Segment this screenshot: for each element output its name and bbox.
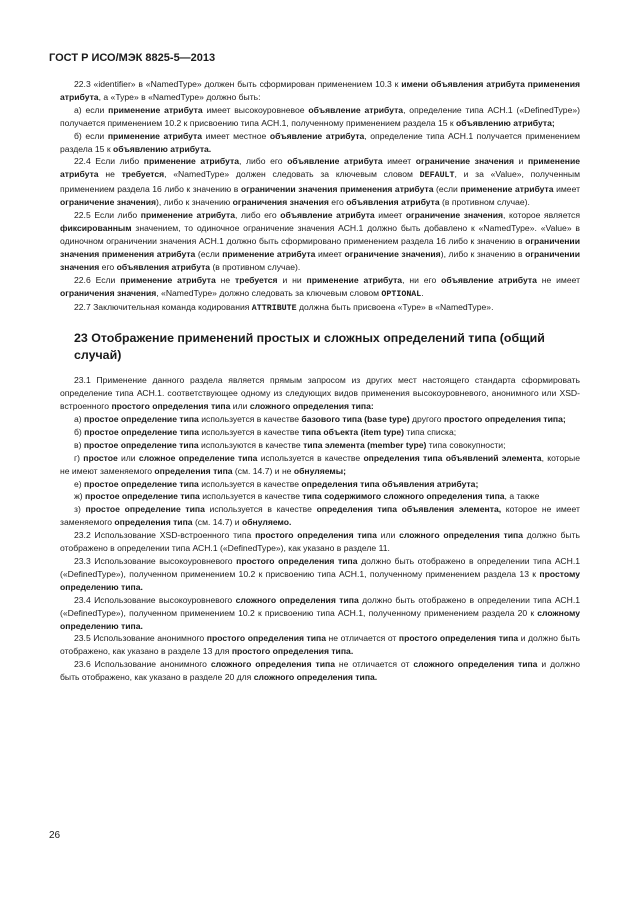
text-run: , либо его	[239, 156, 288, 167]
text-run: значением, то одиночное ограничение значения АСН.1 должно быть добавлено к «NamedType». «Value» в одиночном ограничении значения АСН.1 должно быть сформировано применением раздела 16 либо к значению в	[60, 222, 580, 246]
bold-term: простое определение типа	[84, 414, 199, 425]
text-run: используется в качестве	[198, 426, 302, 437]
text-run: (в противном случае).	[210, 261, 301, 272]
text-run: имеет	[374, 210, 406, 221]
bold-term: ограничение значения	[405, 210, 504, 221]
text-run: его	[99, 261, 117, 272]
text-run: и должно быть отображено, как указано в разделе 13 для	[60, 633, 580, 657]
paragraph	[60, 490, 580, 503]
paragraph	[60, 274, 580, 302]
text-run: , «NamedType» должно следовать за ключевым словом	[156, 287, 382, 298]
paragraph	[60, 594, 580, 633]
bold-term: применение атрибута	[108, 104, 203, 115]
text-run: , которое является	[503, 210, 580, 221]
bold-term: применение атрибута	[143, 156, 240, 167]
bold-term: простого определения типа	[206, 633, 327, 644]
paragraph	[60, 374, 580, 413]
paragraph	[60, 301, 580, 316]
bold-term: объявление атрибута	[308, 104, 404, 115]
text-run: 23.6 Использование анонимного	[74, 659, 211, 670]
bold-term: объявление атрибута	[269, 130, 365, 141]
text-run: а) если	[74, 104, 109, 115]
bold-term: простого определения типа	[236, 556, 358, 566]
text-run: , и за «Value», полученным применением раздела 16 либо к значению в	[60, 169, 581, 195]
bold-term: применение атрибута	[60, 156, 581, 180]
bold-term: сложного определения типа	[413, 659, 538, 670]
bold-term: объявление атрибута	[287, 156, 383, 167]
bold-term: базового типа (base type)	[301, 414, 410, 425]
text-run: используется в качестве	[204, 504, 317, 515]
bold-term: определения типа объявлений элемента	[363, 452, 542, 463]
text-run: (если	[433, 184, 461, 195]
text-run: е)	[74, 478, 85, 489]
bold-term: простое определение типа	[83, 439, 199, 450]
text-run: , ни его	[402, 274, 442, 285]
text-run: 23.1 Применение данного раздела является прямым запросом из других мест настоящего стандарта сформировать определение типа АСН.1. соответствующее одному из следующих видов применения высокоуровневого, анонимного или XSD-встроенного	[60, 375, 580, 412]
paragraph	[60, 413, 580, 426]
text-run: (в противном случае).	[439, 197, 530, 208]
keyword-text: DEFAULT	[419, 171, 455, 181]
document-header: ГОСТ Р ИСО/МЭК 8825-5—2013	[49, 52, 216, 64]
bold-term: простого определения типа	[111, 401, 231, 412]
page-number: 26	[49, 830, 61, 841]
text-run: 23.2 Использование XSD-встроенного типа	[74, 530, 256, 541]
text-run: , которые не имеют заменяемого	[60, 452, 581, 476]
text-run: которое не имеет заменяемого	[60, 504, 580, 528]
text-run: 22.3 «identifier» в «NamedType» должен быть сформирован применением 10.3 к	[74, 79, 402, 89]
text-run: б)	[74, 426, 85, 437]
text-run: 22.5 Если либо	[74, 210, 141, 221]
text-run: 22.7 Заключительная команда кодирования	[74, 302, 252, 313]
text-run: , определение типа АСН.1 получается применением раздела 15 к	[60, 130, 581, 154]
text-run: г)	[74, 452, 84, 463]
paragraph	[60, 503, 580, 529]
bold-term: простое определение типа	[84, 426, 199, 437]
paragraph	[60, 632, 580, 658]
text-run: ж)	[74, 491, 85, 502]
bold-term: простого определения типа.	[231, 646, 354, 657]
text-run: используется в качестве	[198, 414, 302, 425]
bold-term: объявлению атрибута;	[456, 117, 555, 128]
text-run: не отличается от	[326, 633, 399, 644]
text-run: не	[98, 169, 122, 180]
text-run: должно быть отображено в определении типа АСН.1 («DefinedType»), полученном применением 10.2 к присвоению типа АСН.1, полученному применением раздела 20 к	[60, 594, 580, 618]
section-23-paragraphs	[60, 374, 580, 684]
bold-term: объявления атрибута	[346, 197, 440, 208]
bold-term: сложного определения типа.	[253, 672, 378, 683]
paragraph	[60, 658, 580, 684]
text-run: 23.3 Использование высокоуровневого	[74, 556, 237, 566]
text-run: 23.4 Использование высокоуровневого	[74, 594, 236, 605]
bold-term: применение атрибута	[120, 274, 216, 285]
bold-term: сложного определения типа	[210, 659, 335, 670]
bold-term: простого определения типа	[398, 633, 519, 644]
paragraph	[60, 155, 580, 209]
bold-term: ограничение значения	[344, 248, 441, 259]
bold-term: сложному определению типа.	[60, 607, 580, 631]
page-body	[60, 78, 580, 684]
text-run: типа списка;	[404, 426, 457, 437]
text-run: или	[376, 530, 400, 541]
bold-term: требуется	[121, 169, 165, 180]
text-run: не имеет	[536, 274, 581, 285]
keyword-text: ATTRIBUTE	[251, 304, 297, 314]
text-run: , а «Type» в «NamedType» должно быть:	[98, 91, 261, 102]
text-run: , определение типа АСН.1 («DefinedType») получается применением 10.2 к присвоению типа АСН.1, полученному применением раздела 15 к	[60, 104, 580, 128]
bold-term: фиксированным	[60, 222, 132, 233]
bold-term: сложного определения типа:	[249, 401, 374, 412]
bold-term: применение атрибута	[460, 184, 554, 195]
text-run: имеет	[553, 184, 581, 195]
text-run: и ни	[277, 274, 307, 285]
bold-term: простого определения типа	[255, 530, 377, 541]
bold-term: ограничение значения	[60, 197, 157, 208]
text-run: используются в качестве	[198, 439, 304, 450]
bold-term: объявление атрибута	[280, 210, 375, 221]
text-run: 23.5 Использование анонимного	[74, 633, 207, 644]
text-run: не	[215, 274, 236, 285]
text-run: или	[117, 452, 139, 463]
text-run: его	[328, 197, 347, 208]
bold-term: ограничении значения	[60, 248, 580, 272]
bold-term: обнуляемо.	[241, 517, 292, 528]
text-run: б) если	[74, 130, 108, 141]
paragraph	[60, 478, 580, 491]
text-run: или	[230, 401, 250, 412]
text-run: .	[421, 287, 424, 298]
bold-term: требуется	[235, 274, 278, 285]
text-run: , а также	[504, 491, 540, 502]
text-run: используется в качестве	[198, 478, 302, 489]
text-run: ), либо к значению	[156, 197, 233, 208]
text-run: используется в качестве	[257, 452, 364, 463]
bold-term: простое определение типа	[85, 504, 205, 515]
bold-term: типа содержимого сложного определения типа	[302, 491, 505, 502]
text-run: (см. 14.7) и	[192, 517, 242, 528]
text-run: (если	[195, 248, 223, 259]
paragraph	[60, 439, 580, 452]
text-run: должно быть отображено в определении типа АСН.1 («DefinedType»), полученном применением 10.2 к присвоению типа АСН.1, полученному применением раздела 13 к	[60, 556, 580, 579]
section-heading: 23 Отображение применений простых и сложных определений типа (общий случай)	[74, 331, 545, 363]
text-run: другого	[409, 414, 444, 425]
bold-term: объявления атрибута	[116, 261, 211, 272]
text-run: , «NamedType» должен следовать за ключевым словом	[164, 169, 420, 180]
bold-term: применение атрибута	[222, 248, 316, 259]
bold-term: ограничении значения применения атрибута	[240, 184, 434, 195]
bold-term: имени объявления атрибута применения атрибута	[60, 79, 580, 102]
text-run: типа совокупности;	[426, 439, 506, 450]
text-run: используется в качестве	[199, 491, 303, 502]
paragraph	[60, 130, 580, 156]
bold-term: ограничение значения	[415, 156, 514, 167]
bold-term: объявлению атрибута.	[113, 143, 212, 154]
text-run: имеет	[382, 156, 416, 167]
bold-term: сложного определения типа	[235, 594, 359, 605]
text-run: имеет местное	[202, 130, 270, 141]
bold-term: простого определения типа;	[443, 414, 566, 425]
keyword-text: OPTIONAL	[381, 289, 422, 299]
text-run: 22.4 Если либо	[74, 156, 144, 167]
paragraph	[60, 555, 580, 594]
bold-term: простое определение типа	[84, 478, 199, 489]
bold-term: применение атрибута	[140, 210, 236, 221]
paragraph	[60, 529, 580, 555]
bold-term: определения типа	[114, 517, 193, 528]
text-run: (см. 14.7) и не	[232, 465, 294, 476]
text-run: имеет высокоуровневое	[202, 104, 309, 115]
text-run: должно быть отображено в определении типа АСН.1 («DefinedType»), как указано в разделе 11.	[60, 530, 580, 554]
paragraph	[60, 452, 580, 478]
bold-term: ограничения значения	[232, 197, 329, 208]
bold-term: объявление атрибута	[441, 274, 537, 285]
bold-term: определения типа объявления атрибута;	[301, 478, 479, 489]
bold-term: применение атрибута	[306, 274, 403, 285]
section-22-paragraphs	[60, 78, 580, 316]
text-run: должна быть присвоена «Type» в «NamedType».	[296, 302, 494, 313]
bold-term: простому определению типа.	[60, 568, 580, 592]
bold-term: простое определение типа	[85, 491, 200, 502]
text-run: и должно быть отображено, как указано в разделе 20 для	[60, 659, 580, 683]
bold-term: ограничения значения	[60, 287, 157, 298]
paragraph	[60, 104, 580, 130]
paragraph	[60, 426, 580, 439]
text-run: ), либо к значению в	[440, 248, 526, 259]
bold-term: обнуляемы;	[293, 465, 346, 476]
bold-term: типа объекта (item type)	[301, 426, 405, 437]
bold-term: определения типа объявления элемента,	[316, 504, 502, 515]
text-run: и	[513, 156, 528, 167]
text-run: з)	[74, 504, 86, 515]
text-run: имеет	[315, 248, 345, 259]
paragraph	[60, 78, 580, 104]
paragraph	[60, 209, 580, 274]
bold-term: определения типа	[154, 465, 233, 476]
text-run: а)	[74, 414, 85, 425]
bold-term: ограничении значения применения атрибута	[60, 235, 580, 259]
bold-term: применение атрибута	[107, 130, 203, 141]
bold-term: сложное определение типа	[138, 452, 258, 463]
text-run: 22.6 Если	[74, 274, 121, 285]
bold-term: типа элемента (member type)	[303, 439, 427, 450]
bold-term: простое	[83, 452, 118, 463]
text-run: , либо его	[235, 210, 281, 221]
text-run: не отличается от	[334, 659, 414, 670]
bold-term: сложного определения типа	[399, 530, 523, 541]
text-run: в)	[74, 439, 84, 450]
